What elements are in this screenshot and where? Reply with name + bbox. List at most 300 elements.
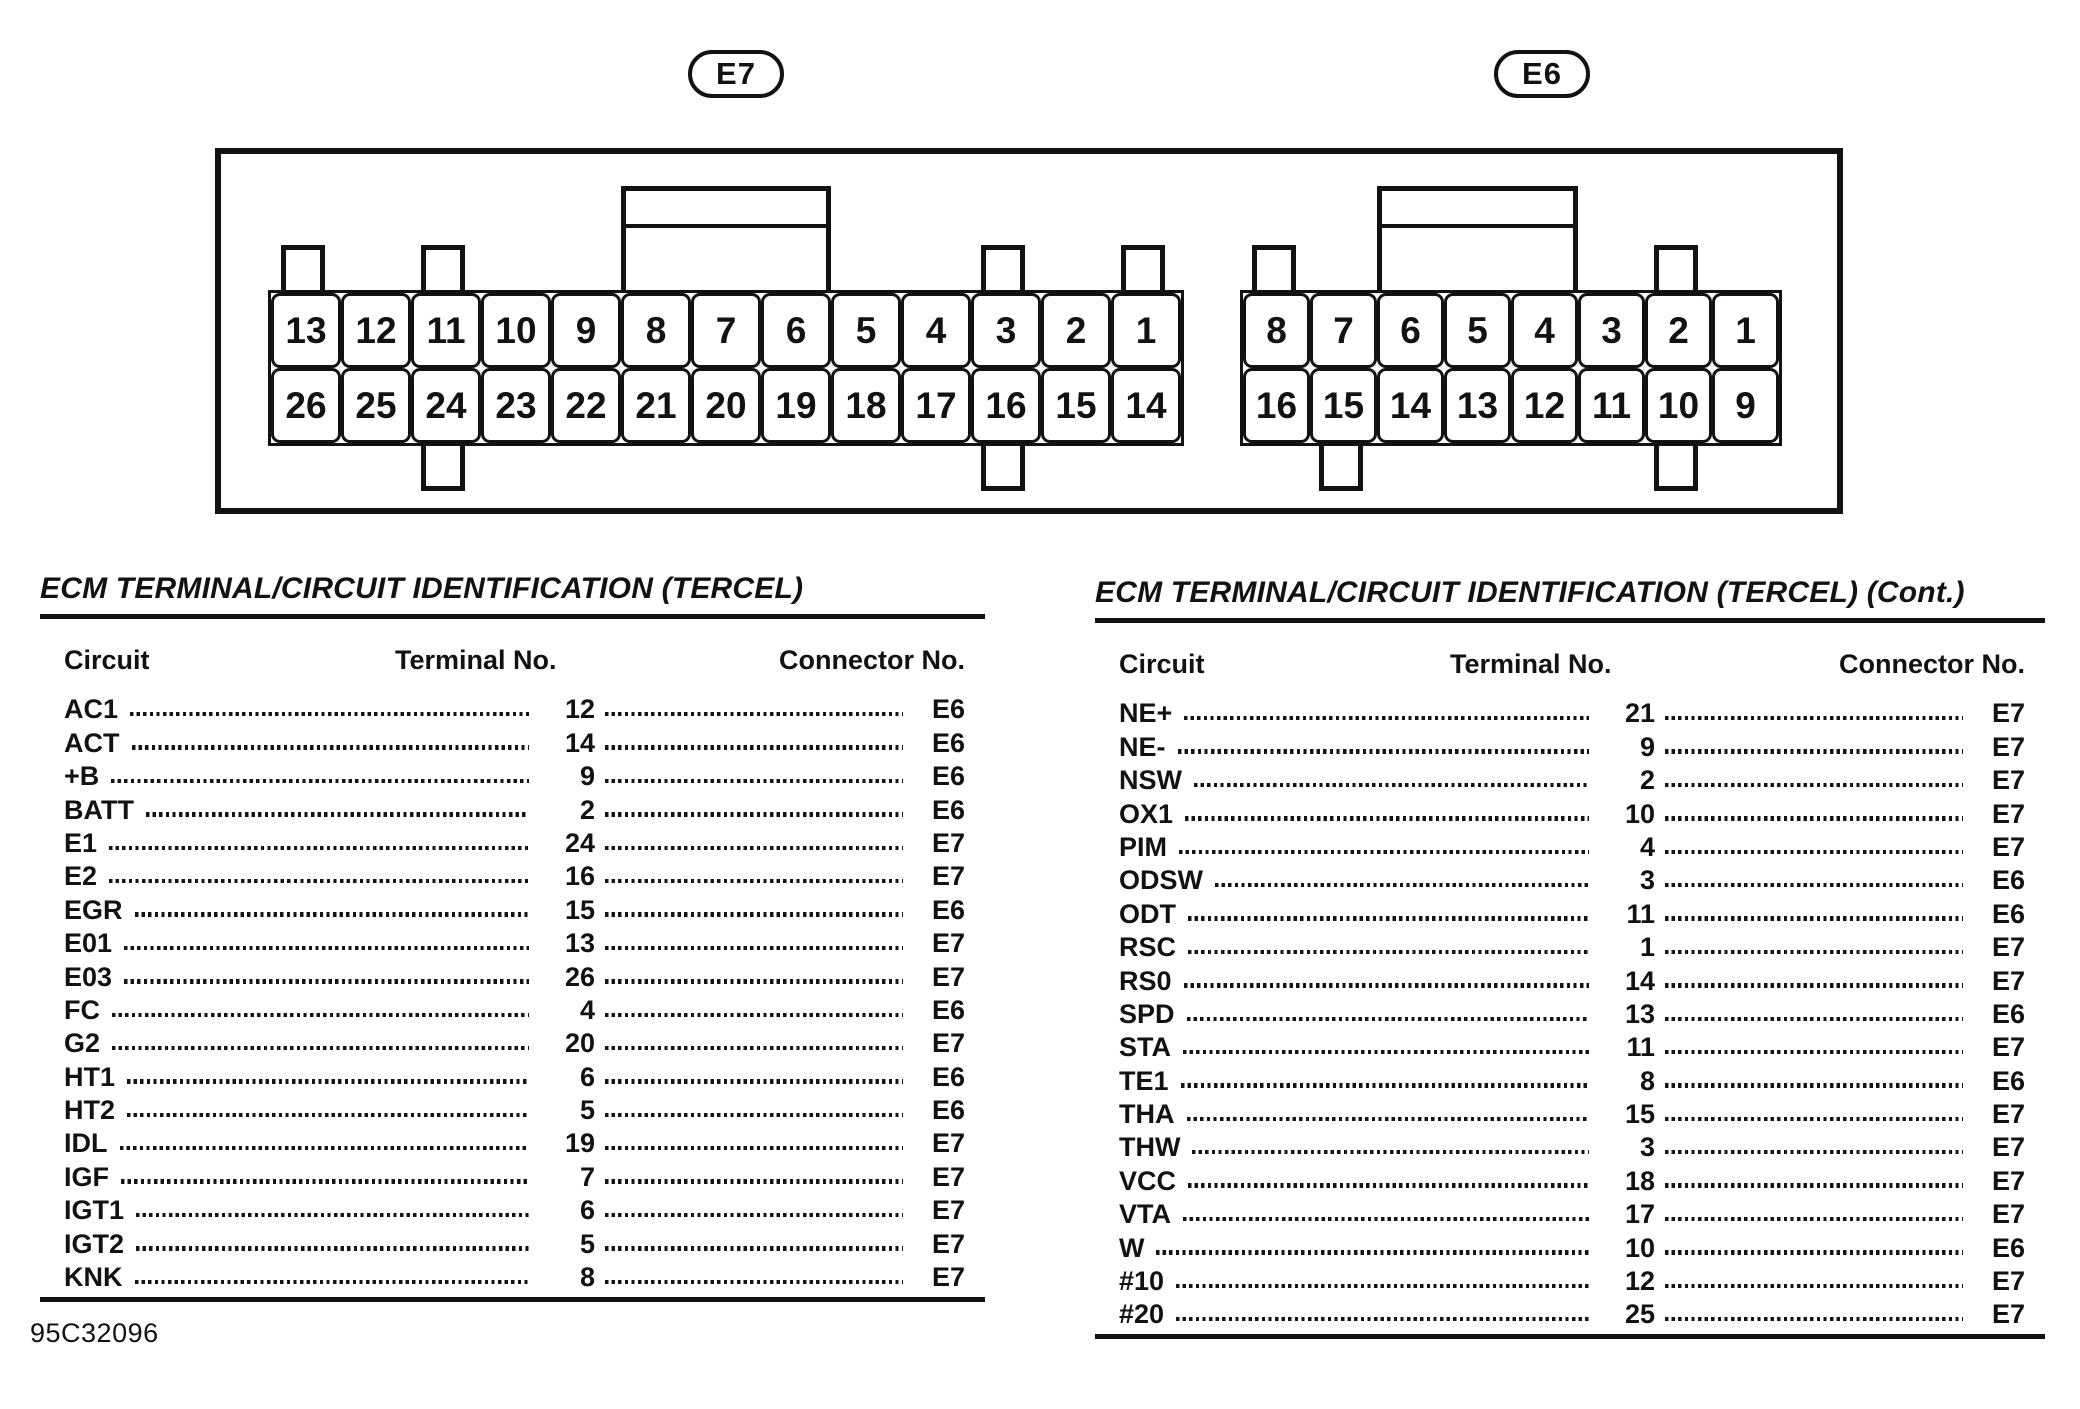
dotted-leader [132, 745, 530, 749]
dotted-leader [605, 1179, 903, 1183]
dotted-leader [1185, 816, 1589, 820]
pin-cell-e7-15: 15 [1041, 368, 1111, 443]
connector-no: E7 [931, 1128, 965, 1159]
connector-no: E7 [931, 928, 965, 959]
circuit-name: #10 [1119, 1266, 1165, 1297]
circuit-name: ODSW [1119, 865, 1203, 896]
table-rows [1095, 694, 2045, 1328]
terminal-no: 24 [564, 827, 595, 858]
table-row-ODT [1119, 894, 2025, 927]
dotted-leader [124, 946, 529, 950]
terminal-no: 10 [1624, 798, 1655, 829]
dotted-leader [605, 712, 903, 716]
table-row-HT2 [64, 1091, 965, 1124]
dotted-leader [1183, 1050, 1589, 1054]
dotted-leader [1665, 1183, 1963, 1187]
terminal-no: 11 [1626, 1032, 1655, 1063]
terminal-no: 8 [579, 1262, 595, 1293]
title-rule [1095, 618, 2045, 623]
circuit-name: W [1119, 1232, 1145, 1263]
connector-no: E6 [931, 761, 965, 792]
connector-no: E6 [1991, 898, 2025, 929]
connector-no: E6 [931, 1095, 965, 1126]
dotted-leader [1183, 1217, 1589, 1221]
connector-no: E7 [1991, 765, 2025, 796]
terminal-no: 4 [579, 994, 595, 1025]
circuit-name: ACT [64, 727, 120, 758]
circuit-name: E01 [64, 928, 113, 959]
table-row-+B [64, 757, 965, 790]
title-rule [40, 614, 985, 619]
table-title: ECM TERMINAL/CIRCUIT IDENTIFICATION (TERCEL) [40, 572, 804, 605]
dotted-leader [112, 1046, 529, 1050]
table-row-IDL [64, 1124, 965, 1157]
dotted-leader [605, 745, 903, 749]
table-row-IGT1 [64, 1191, 965, 1224]
dotted-leader [1187, 1017, 1589, 1021]
circuit-name: KNK [64, 1262, 123, 1293]
table-row-ACT [64, 723, 965, 756]
connector-key-tab [1319, 445, 1363, 491]
table-row-TE1 [1119, 1061, 2025, 1094]
terminal-no: 13 [564, 928, 595, 959]
table-row-E2 [64, 857, 965, 890]
pin-cell-e7-6: 6 [761, 293, 831, 368]
circuit-name: E03 [64, 961, 113, 992]
dotted-leader [1184, 983, 1589, 987]
terminal-no: 11 [1626, 898, 1655, 929]
pin-cell-e6-15: 15 [1310, 368, 1377, 443]
dotted-leader [136, 1213, 529, 1217]
table-row-BATT [64, 790, 965, 823]
dotted-leader [605, 946, 903, 950]
terminal-table-left [40, 572, 985, 1302]
table-row-STA [1119, 1028, 2025, 1061]
table-row-NE- [1119, 727, 2025, 760]
dotted-leader [605, 912, 903, 916]
table-row-#10 [1119, 1262, 2025, 1295]
terminal-no: 12 [564, 694, 595, 725]
dotted-leader [1181, 1083, 1589, 1087]
circuit-name: NSW [1119, 765, 1182, 796]
dotted-leader [1188, 916, 1589, 920]
table-row-NSW [1119, 761, 2025, 794]
table-row-PIM [1119, 828, 2025, 861]
pin-cell-e7-8: 8 [621, 293, 691, 368]
connector-key-block [1377, 186, 1578, 290]
circuit-name: VCC [1119, 1165, 1177, 1196]
table-row-W [1119, 1228, 2025, 1261]
dotted-leader [109, 846, 529, 850]
dotted-leader [120, 1146, 530, 1150]
dotted-leader [1665, 783, 1963, 787]
figure-number: 95C32096 [30, 1318, 159, 1348]
pin-cell-e7-5: 5 [831, 293, 901, 368]
dotted-leader [1665, 1017, 1963, 1021]
terminal-no: 25 [1624, 1299, 1655, 1330]
terminal-no: 2 [579, 794, 595, 825]
dotted-leader [1194, 783, 1589, 787]
header-connector-no: Connector No. [779, 645, 965, 675]
pin-cell-e7-12: 12 [341, 293, 411, 368]
dotted-leader [1176, 1284, 1589, 1288]
circuit-name: NE+ [1119, 698, 1173, 729]
dotted-leader [1179, 850, 1589, 854]
connector-label-e7-text: E7 [716, 56, 756, 91]
dotted-leader [1665, 850, 1963, 854]
pin-cell-e6-8: 8 [1243, 293, 1310, 368]
circuit-name: ODT [1119, 898, 1176, 929]
dotted-leader [135, 912, 529, 916]
dotted-leader [605, 779, 903, 783]
connector-no: E7 [931, 961, 965, 992]
table-row-ODSW [1119, 861, 2025, 894]
dotted-leader [1665, 1217, 1963, 1221]
circuit-name: OX1 [1119, 798, 1174, 829]
connector-no: E7 [1991, 1032, 2025, 1063]
terminal-no: 21 [1624, 698, 1655, 729]
terminal-no: 2 [1639, 765, 1655, 796]
connector-no: E7 [1991, 1199, 2025, 1230]
connector-no: E7 [1991, 831, 2025, 862]
table-bottom-rule [40, 1297, 985, 1302]
circuit-name: STA [1119, 1032, 1171, 1063]
connector-no: E6 [1991, 1065, 2025, 1096]
circuit-name: RS0 [1119, 965, 1172, 996]
terminal-no: 16 [564, 861, 595, 892]
table-header-row [1095, 649, 2045, 680]
dotted-leader [605, 1013, 903, 1017]
header-connector-no: Connector No. [1839, 649, 2025, 679]
terminal-no: 14 [564, 727, 595, 758]
table-row-SPD [1119, 995, 2025, 1028]
connector-no: E7 [1991, 698, 2025, 729]
circuit-name: FC [64, 994, 100, 1025]
table-row-E01 [64, 924, 965, 957]
table-row-#20 [1119, 1295, 2025, 1328]
circuit-name: IGT2 [64, 1228, 125, 1259]
connector-no: E6 [1991, 1232, 2025, 1263]
table-row-OX1 [1119, 794, 2025, 827]
dotted-leader [1184, 716, 1589, 720]
dotted-leader [605, 879, 903, 883]
terminal-no: 20 [564, 1028, 595, 1059]
terminal-no: 15 [564, 894, 595, 925]
pin-cell-e6-2: 2 [1645, 293, 1712, 368]
connector-e7 [268, 290, 1184, 446]
connector-no: E7 [1991, 1266, 2025, 1297]
dotted-leader [605, 1213, 903, 1217]
table-row-IGF [64, 1157, 965, 1190]
connector-no: E6 [931, 727, 965, 758]
pin-cell-e6-7: 7 [1310, 293, 1377, 368]
dotted-leader [605, 1046, 903, 1050]
connector-no: E7 [1991, 1132, 2025, 1163]
pin-grid-e6 [1240, 290, 1782, 446]
table-rows [40, 690, 985, 1291]
table-row-VCC [1119, 1161, 2025, 1194]
table-row-RSC [1119, 928, 2025, 961]
connector-key-tab [421, 245, 465, 291]
table-row-G2 [64, 1024, 965, 1057]
dotted-leader [605, 1246, 903, 1250]
connector-key-tab [1121, 245, 1165, 291]
header-circuit: Circuit [64, 645, 150, 675]
connector-key-tab [981, 445, 1025, 491]
dotted-leader [135, 1280, 530, 1284]
table-row-RS0 [1119, 961, 2025, 994]
dotted-leader [1665, 1284, 1963, 1288]
pin-cell-e7-1: 1 [1111, 293, 1181, 368]
table-row-HT1 [64, 1057, 965, 1090]
connector-no: E7 [931, 827, 965, 858]
connector-no: E7 [1991, 932, 2025, 963]
pin-cell-e7-20: 20 [691, 368, 761, 443]
dotted-leader [605, 846, 903, 850]
circuit-name: AC1 [64, 694, 119, 725]
pin-cell-e7-26: 26 [271, 368, 341, 443]
dotted-leader [124, 979, 529, 983]
dotted-leader [1665, 1083, 1963, 1087]
circuit-name: VTA [1119, 1199, 1171, 1230]
pin-cell-e6-6: 6 [1377, 293, 1444, 368]
dotted-leader [1665, 1117, 1963, 1121]
connector-key-tab [1654, 445, 1698, 491]
pin-cell-e7-24: 24 [411, 368, 481, 443]
terminal-no: 12 [1624, 1266, 1655, 1297]
pin-cell-e6-1: 1 [1712, 293, 1779, 368]
connector-e6 [1240, 290, 1782, 446]
table-row-FC [64, 991, 965, 1024]
dotted-leader [605, 812, 903, 816]
terminal-no: 10 [1624, 1232, 1655, 1263]
dotted-leader [1192, 1150, 1589, 1154]
dotted-leader [1178, 749, 1590, 753]
connector-no: E7 [931, 1195, 965, 1226]
dotted-leader [605, 1079, 903, 1083]
terminal-no: 14 [1624, 965, 1655, 996]
terminal-no: 17 [1624, 1199, 1655, 1230]
connector-no: E6 [931, 1061, 965, 1092]
connector-label-e6 [1494, 50, 1590, 98]
dotted-leader [130, 712, 529, 716]
table-header-row [40, 645, 985, 676]
table-row-THW [1119, 1128, 2025, 1161]
circuit-name: E2 [64, 861, 98, 892]
dotted-leader [1665, 1050, 1963, 1054]
terminal-no: 9 [1639, 731, 1655, 762]
dotted-leader [111, 779, 529, 783]
dotted-leader [1665, 816, 1963, 820]
pin-cell-e6-14: 14 [1377, 368, 1444, 443]
circuit-name: #20 [1119, 1299, 1165, 1330]
dotted-leader [1665, 716, 1963, 720]
terminal-no: 18 [1624, 1165, 1655, 1196]
connector-label-e6-text: E6 [1522, 56, 1562, 91]
terminal-table-right [1095, 576, 2045, 1339]
connector-no: E7 [931, 1228, 965, 1259]
pin-cell-e7-13: 13 [271, 293, 341, 368]
connector-no: E7 [931, 861, 965, 892]
terminal-no: 4 [1639, 831, 1655, 862]
connector-no: E6 [1991, 998, 2025, 1029]
dotted-leader [109, 879, 529, 883]
terminal-no: 9 [579, 761, 595, 792]
dotted-leader [1665, 883, 1963, 887]
pin-cell-e6-9: 9 [1712, 368, 1779, 443]
terminal-no: 15 [1624, 1099, 1655, 1130]
pin-cell-e7-23: 23 [481, 368, 551, 443]
dotted-leader [1665, 950, 1963, 954]
circuit-name: G2 [64, 1028, 101, 1059]
dotted-leader [605, 1280, 903, 1284]
pin-cell-e6-3: 3 [1578, 293, 1645, 368]
dotted-leader [1188, 950, 1589, 954]
table-row-VTA [1119, 1195, 2025, 1228]
pin-cell-e7-21: 21 [621, 368, 691, 443]
connector-key-tab [281, 245, 325, 291]
pin-cell-e6-16: 16 [1243, 368, 1310, 443]
header-terminal-no: Terminal No. [1450, 649, 1612, 679]
dotted-leader [605, 1113, 903, 1117]
connector-no: E7 [1991, 965, 2025, 996]
terminal-no: 3 [1639, 1132, 1655, 1163]
terminal-no: 13 [1624, 998, 1655, 1029]
dotted-leader [136, 1246, 529, 1250]
pin-cell-e7-25: 25 [341, 368, 411, 443]
circuit-name: EGR [64, 894, 123, 925]
connector-key-block [621, 186, 831, 290]
connector-no: E6 [931, 694, 965, 725]
table-bottom-rule [1095, 1334, 2045, 1339]
dotted-leader [127, 1113, 529, 1117]
dotted-leader [1665, 749, 1963, 753]
key-block-divider [1382, 224, 1573, 228]
terminal-no: 5 [579, 1228, 595, 1259]
connector-key-tab [1252, 245, 1296, 291]
table-title: ECM TERMINAL/CIRCUIT IDENTIFICATION (TERCEL) (Cont.) [1095, 576, 1965, 609]
connector-key-tab [421, 445, 465, 491]
dotted-leader [1665, 1150, 1963, 1154]
connector-no: E7 [931, 1161, 965, 1192]
circuit-name: HT1 [64, 1061, 116, 1092]
connector-no: E7 [931, 1028, 965, 1059]
connector-no: E7 [1991, 798, 2025, 829]
header-terminal-no: Terminal No. [395, 645, 557, 675]
pin-cell-e7-18: 18 [831, 368, 901, 443]
terminal-no: 3 [1639, 865, 1655, 896]
connector-no: E6 [931, 794, 965, 825]
key-block-divider [626, 224, 826, 228]
pin-cell-e7-4: 4 [901, 293, 971, 368]
dotted-leader [1665, 983, 1963, 987]
pin-cell-e7-10: 10 [481, 293, 551, 368]
circuit-name: IDL [64, 1128, 108, 1159]
table-row-KNK [64, 1258, 965, 1291]
dotted-leader [1665, 1317, 1963, 1321]
header-circuit: Circuit [1119, 649, 1205, 679]
circuit-name: THW [1119, 1132, 1181, 1163]
connector-no: E7 [1991, 1165, 2025, 1196]
pin-cell-e7-17: 17 [901, 368, 971, 443]
pin-cell-e7-11: 11 [411, 293, 481, 368]
pin-cell-e6-10: 10 [1645, 368, 1712, 443]
circuit-name: BATT [64, 794, 134, 825]
connector-key-tab [981, 245, 1025, 291]
dotted-leader [1665, 916, 1963, 920]
dotted-leader [146, 812, 529, 816]
connector-no: E7 [1991, 731, 2025, 762]
terminal-no: 5 [579, 1095, 595, 1126]
circuit-name: HT2 [64, 1095, 116, 1126]
table-row-THA [1119, 1095, 2025, 1128]
terminal-no: 1 [1639, 932, 1655, 963]
dotted-leader [121, 1179, 529, 1183]
dotted-leader [112, 1013, 529, 1017]
dotted-leader [1665, 1250, 1963, 1254]
circuit-name: SPD [1119, 998, 1175, 1029]
circuit-name: IGT1 [64, 1195, 125, 1226]
connector-no: E7 [931, 1262, 965, 1293]
circuit-name: PIM [1119, 831, 1168, 862]
pin-cell-e7-9: 9 [551, 293, 621, 368]
pin-cell-e6-12: 12 [1511, 368, 1578, 443]
pin-cell-e7-3: 3 [971, 293, 1041, 368]
terminal-no: 19 [564, 1128, 595, 1159]
pin-cell-e7-19: 19 [761, 368, 831, 443]
dotted-leader [605, 1146, 903, 1150]
pin-cell-e6-11: 11 [1578, 368, 1645, 443]
connector-no: E6 [1991, 865, 2025, 896]
terminal-no: 7 [579, 1161, 595, 1192]
terminal-no: 6 [579, 1195, 595, 1226]
pin-cell-e7-7: 7 [691, 293, 761, 368]
pin-cell-e6-5: 5 [1444, 293, 1511, 368]
dotted-leader [1187, 1117, 1590, 1121]
connector-no: E7 [1991, 1299, 2025, 1330]
table-row-AC1 [64, 690, 965, 723]
table-row-EGR [64, 890, 965, 923]
connector-no: E6 [931, 894, 965, 925]
circuit-name: TE1 [1119, 1065, 1169, 1096]
table-row-IGT2 [64, 1224, 965, 1257]
pin-grid-e7 [268, 290, 1184, 446]
terminal-no: 26 [564, 961, 595, 992]
dotted-leader [127, 1079, 529, 1083]
circuit-name: IGF [64, 1161, 109, 1192]
dotted-leader [1215, 883, 1589, 887]
pin-cell-e7-2: 2 [1041, 293, 1111, 368]
dotted-leader [1176, 1317, 1589, 1321]
pin-cell-e7-22: 22 [551, 368, 621, 443]
dotted-leader [605, 979, 903, 983]
connector-label-e7 [688, 50, 784, 98]
table-row-NE+ [1119, 694, 2025, 727]
circuit-name: NE- [1119, 731, 1166, 762]
table-row-E1 [64, 824, 965, 857]
connector-key-tab [1654, 245, 1698, 291]
table-row-E03 [64, 957, 965, 990]
pin-cell-e7-16: 16 [971, 368, 1041, 443]
pin-cell-e7-14: 14 [1111, 368, 1181, 443]
circuit-name: +B [64, 761, 100, 792]
circuit-name: E1 [64, 827, 98, 858]
connector-no: E6 [931, 994, 965, 1025]
connector-no: E7 [1991, 1099, 2025, 1130]
circuit-name: RSC [1119, 932, 1177, 963]
terminal-no: 6 [579, 1061, 595, 1092]
pin-cell-e6-13: 13 [1444, 368, 1511, 443]
